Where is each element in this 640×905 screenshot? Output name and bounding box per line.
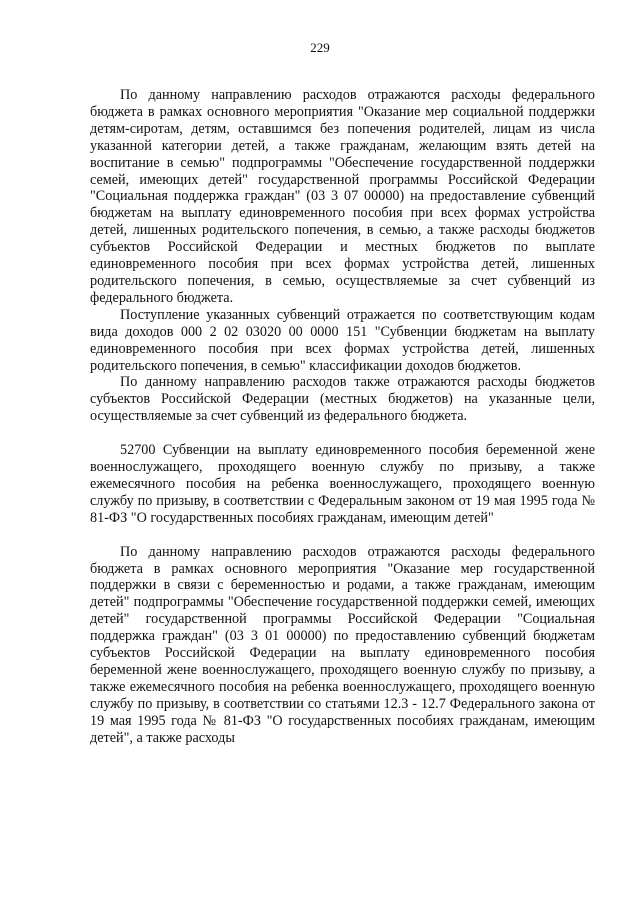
document-body: [90, 87, 595, 747]
paragraph-federal-budget-expenses: По данному направлению расходов отражаются расходы федерального бюджета в рамках основного мероприятия "Оказание мер социальной поддержки детям-сиротам, детям, оставшимся без попечения родителей, лицам из числа указанной категории детей, а также гражданам, желающим взять детей на воспитание в семью" подпрограммы "Обеспечение государственной поддержки семей, имеющих детей" государственной программы Российской Федерации "Социальная поддержка граждан" (03 3 07 00000) на предоставление субвенций бюджетам на выплату единовременного пособия при всех формах устройства детей, лишенных родительского попечения, в семью, а также расходы бюджетов субъектов Российской Федерации и местных бюджетов по выплате единовременного пособия при всех формах устройства детей, лишенных родительского попечения, в семью, осуществляемые за счет субвенций из федерального бюджета.: [90, 87, 595, 306]
paragraph-regional-expenses: По данному направлению расходов также отражаются расходы бюджетов субъектов Российской Федерации (местных бюджетов) на указанные цели, осуществляемые за счет субвенций из федерального бюджета.: [90, 374, 595, 425]
paragraph-subvention-receipts: Поступление указанных субвенций отражается по соответствующим кодам вида доходов 000 2 02 03020 00 0000 151 "Субвенции бюджетам на выплату единовременного пособия при всех формах устройства детей, лишенных родительского попечения, в семью" классификации доходов бюджетов.: [90, 306, 595, 374]
paragraph-gap: [90, 527, 595, 544]
section-heading-52700: 52700 Субвенции на выплату единовременного пособия беременной жене военнослужащего, проходящего военную службу по призыву, а также ежемесячного пособия на ребенка военнослужащего, проходящего военную службу по призыву, в соответствии с Федеральным законом от 19 мая 1995 года № 81-ФЗ "О государственных пособиях гражданам, имеющим детей": [90, 442, 595, 526]
page-number: 229: [310, 40, 330, 55]
paragraph-gap: [90, 425, 595, 442]
paragraph-52700-description: По данному направлению расходов отражаются расходы федерального бюджета в рамках основного мероприятия "Оказание мер государственной поддержки в связи с беременностью и родами, а также гражданам, имеющим детей" подпрограммы "Обеспечение государственной поддержки семей, имеющих детей" государственной программы Российской Федерации "Социальная поддержка граждан" (03 3 01 00000) по предоставлению субвенций бюджетам субъектов Российской Федерации на выплату единовременного пособия беременной жене военнослужащего, проходящего военную службу по призыву, а также ежемесячного пособия на ребенка военнослужащего, проходящего военную службу по призыву, в соответствии со статьями 12.3 - 12.7 Федерального закона от 19 мая 1995 года № 81-ФЗ "О государственных пособиях гражданам, имеющим детей", а также расходы: [90, 543, 595, 746]
